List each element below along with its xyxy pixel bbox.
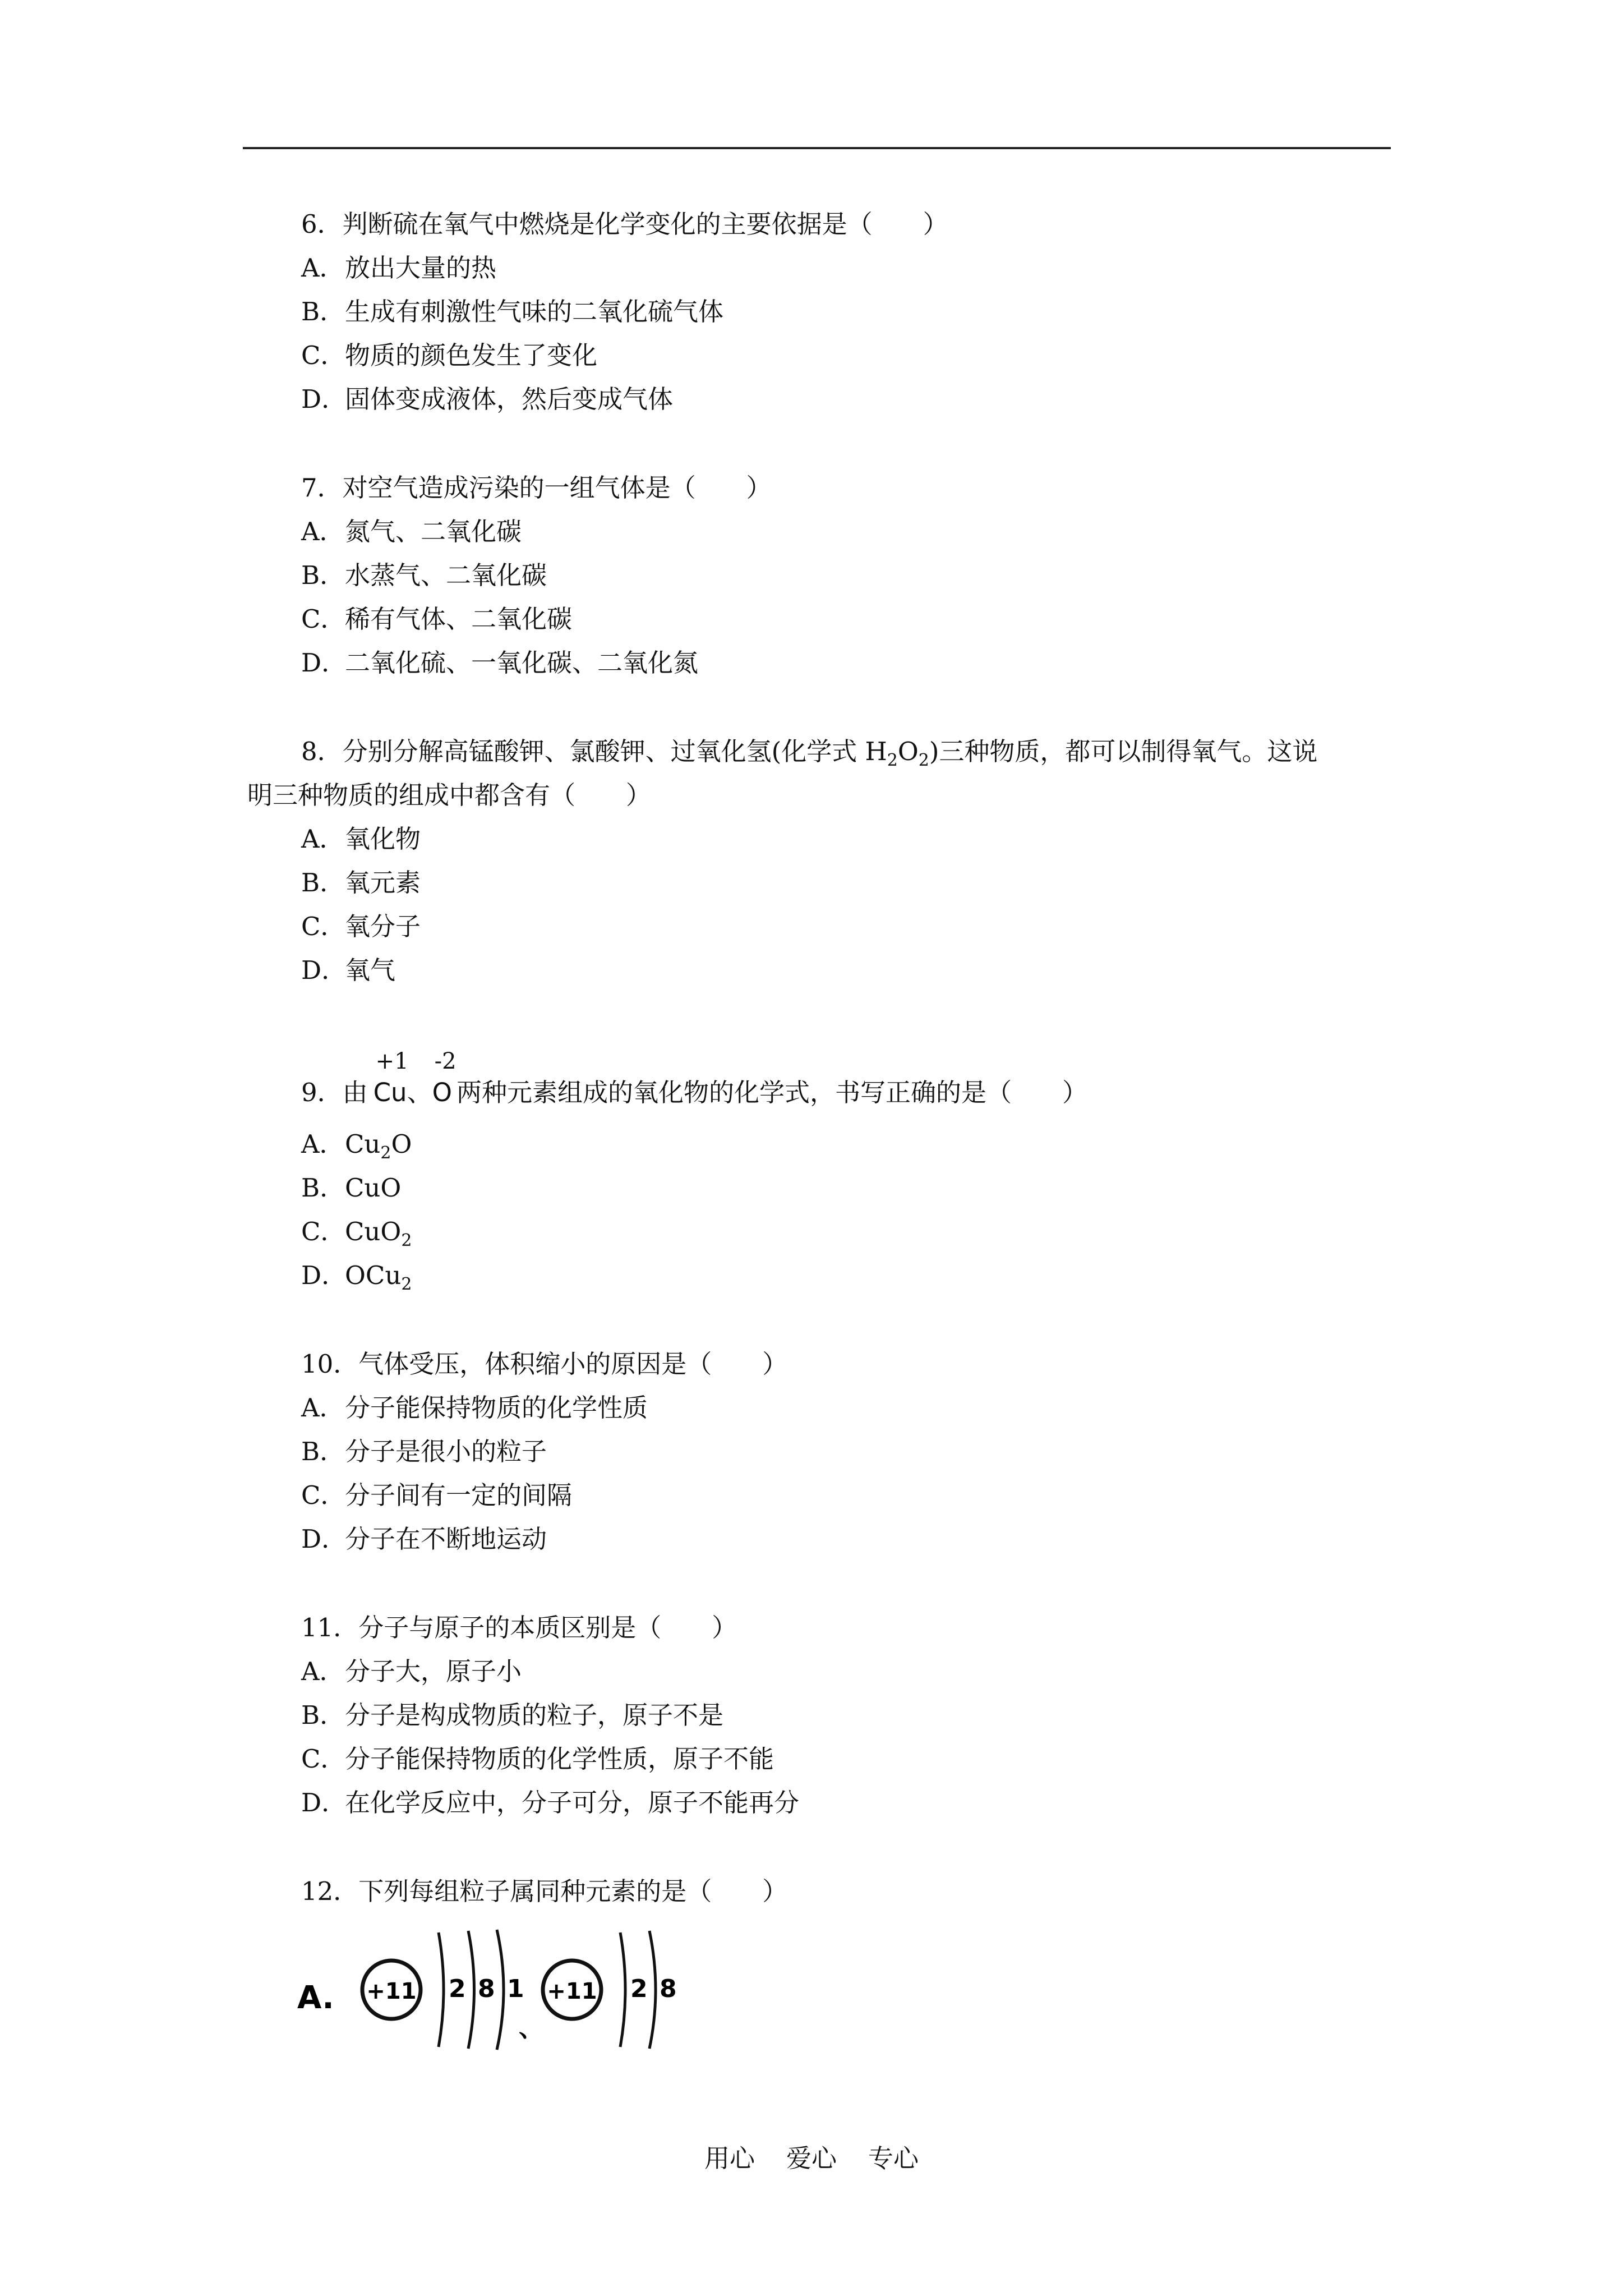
nucleus-charge-1: +11 — [366, 1978, 417, 2004]
nucleus-charge-2: +11 — [547, 1978, 597, 2004]
option-a: A．氮气、二氧化碳 — [301, 517, 522, 546]
option-d: D．OCu$_2$ — [301, 1260, 412, 1294]
footer-item: 专心 — [868, 2143, 919, 2173]
shell-electrons: 8 — [478, 1975, 495, 2003]
electron-shell-arc — [620, 1932, 625, 2047]
electron-shell-arc — [439, 1932, 444, 2047]
atom-structure-diagram — [280, 1918, 695, 2064]
option-a: A．分子能保持物质的化学性质 — [301, 1393, 648, 1423]
option-c: C．稀有气体、二氧化碳 — [301, 604, 573, 634]
question-12-stem: 12．下列每组粒子属同种元素的是（ ） — [301, 1876, 788, 1906]
diagram-label: A. — [297, 1980, 334, 2016]
option-a: A．氧化物 — [301, 824, 421, 854]
header-rule — [243, 147, 1391, 149]
option-c: C．物质的颜色发生了变化 — [301, 341, 598, 370]
option-c: C．氧分子 — [301, 912, 421, 941]
separator: 、 — [519, 2014, 543, 2042]
electron-shell-arc — [497, 1930, 504, 2050]
shell-electrons: 8 — [660, 1975, 677, 2003]
option-c: C．CuO$_2$ — [301, 1217, 412, 1250]
question-11-stem: 11．分子与原子的本质区别是（ ） — [301, 1613, 737, 1642]
option-d: D．二氧化硫、一氧化碳、二氧化氮 — [301, 648, 699, 678]
shell-electrons: 2 — [449, 1975, 466, 2003]
question-10-stem: 10．气体受压，体积缩小的原因是（ ） — [301, 1349, 788, 1379]
option-b: B．分子是很小的粒子 — [301, 1437, 547, 1466]
option-a: A．$Cu_2O$ — [301, 1129, 412, 1163]
option-d: D．分子在不断地运动 — [301, 1524, 547, 1554]
electron-shell-arc — [649, 1931, 656, 2049]
shell-electrons: 2 — [630, 1975, 648, 2003]
electron-shell-arc — [468, 1931, 474, 2049]
option-b: B．氧元素 — [301, 868, 421, 898]
option-d: D．固体变成液体，然后变成气体 — [301, 384, 674, 414]
question-8-stem: 8．分别分解高锰酸钾、氯酸钾、过氧化氢(化学式 $H_2O_2$)三种物质，都可以制得氧气。这说 — [301, 737, 1318, 770]
option-c: C．分子间有一定的间隔 — [301, 1480, 573, 1510]
question-6-stem: 6．判断硫在氧气中燃烧是化学变化的主要依据是（ ） — [301, 209, 948, 239]
option-b: B．水蒸气、二氧化碳 — [301, 560, 547, 590]
shell-electrons: 1 — [507, 1975, 524, 2003]
cu-with-valence: +1 Cu — [373, 1048, 409, 1107]
option-a: A．放出大量的热 — [301, 253, 497, 283]
option-d: D．在化学反应中，分子可分，原子不能再分 — [301, 1788, 800, 1818]
o-with-valence: -2 O — [432, 1048, 457, 1107]
option-d: D．氧气 — [301, 955, 396, 985]
option-b: B．生成有刺激性气味的二氧化硫气体 — [301, 297, 724, 326]
option-a: A．分子大，原子小 — [301, 1657, 522, 1686]
question-7-stem: 7．对空气造成污染的一组气体是（ ） — [301, 473, 772, 503]
question-9-stem: 9．由 +1 Cu、 -2 O 两种元素组成的氧化物的化学式，书写正确的是（ ） — [301, 1076, 1087, 1110]
page-footer — [0, 2142, 1623, 2175]
footer-item: 用心 — [704, 2143, 755, 2173]
option-c: C．分子能保持物质的化学性质，原子不能 — [301, 1744, 774, 1774]
footer-item: 爱心 — [786, 2143, 837, 2173]
question-8-stem-line2: 明三种物质的组成中都含有（ ） — [247, 780, 652, 810]
option-b: B．CuO — [301, 1173, 402, 1203]
option-b: B．分子是构成物质的粒子，原子不是 — [301, 1700, 724, 1730]
